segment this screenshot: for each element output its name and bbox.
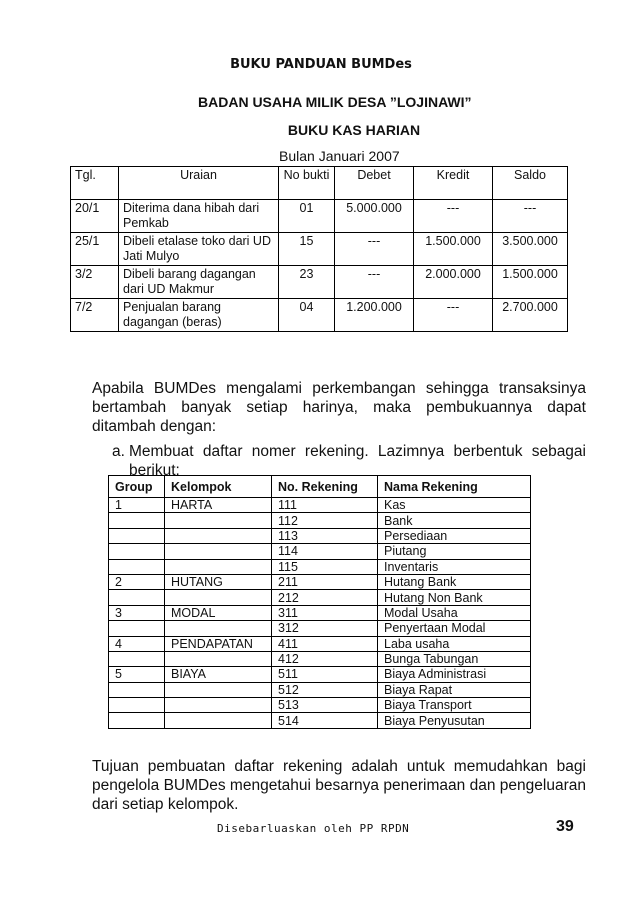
rekening-cell (165, 590, 272, 605)
rekening-cell: 411 (272, 636, 378, 651)
rekening-cell: 4 (109, 636, 165, 651)
kas-cell: 1.500.000 (493, 266, 568, 299)
kas-cell: 01 (279, 200, 335, 233)
table-row (71, 299, 568, 332)
kas-cell: --- (335, 266, 414, 299)
kas-header-cell: Saldo (493, 167, 568, 200)
rekening-cell: Kas (378, 498, 531, 513)
running-header-title: BUKU PANDUAN BUMDes (230, 57, 412, 72)
book-title: BUKU KAS HARIAN (287, 122, 421, 138)
table-row (109, 574, 531, 589)
table-row (109, 621, 531, 636)
kas-cell: 25/1 (71, 233, 119, 266)
rekening-cell (165, 513, 272, 528)
kas-cell: 15 (279, 233, 335, 266)
rekening-cell (165, 713, 272, 728)
kas-header-cell: Debet (335, 167, 414, 200)
rekening-cell: 312 (272, 621, 378, 636)
table-row (109, 544, 531, 559)
rekening-cell: 1 (109, 498, 165, 513)
rekening-cell: 311 (272, 605, 378, 620)
table-row (109, 605, 531, 620)
rekening-cell: BIAYA (165, 667, 272, 682)
table-row (109, 698, 531, 713)
kas-cell: 5.000.000 (335, 200, 414, 233)
rekening-cell: Biaya Administrasi (378, 667, 531, 682)
rekening-header-cell: Kelompok (165, 476, 272, 498)
rekening-cell (165, 544, 272, 559)
rekening-cell: 3 (109, 605, 165, 620)
rekening-cell (109, 528, 165, 543)
rekening-cell: Hutang Bank (378, 574, 531, 589)
rekening-cell (165, 651, 272, 666)
kas-cell: 7/2 (71, 299, 119, 332)
kas-cell: --- (493, 200, 568, 233)
kas-cell: Dibeli barang dagangan dari UD Makmur (119, 266, 279, 299)
kas-cell: Diterima dana hibah dari Pemkab (119, 200, 279, 233)
list-marker: a. (112, 443, 125, 460)
kas-cell: 1.500.000 (414, 233, 493, 266)
table-row (109, 513, 531, 528)
rekening-cell: Piutang (378, 544, 531, 559)
rekening-header-cell: Group (109, 476, 165, 498)
kas-cell: 2.700.000 (493, 299, 568, 332)
rekening-cell: 5 (109, 667, 165, 682)
rekening-header-cell: Nama Rekening (378, 476, 531, 498)
rekening-cell (165, 621, 272, 636)
table-row (109, 559, 531, 574)
kas-cell: 04 (279, 299, 335, 332)
page-number: 39 (556, 818, 574, 835)
rekening-cell: Biaya Rapat (378, 682, 531, 697)
rekening-cell: 513 (272, 698, 378, 713)
rekening-cell: 511 (272, 667, 378, 682)
kas-cell: --- (335, 233, 414, 266)
rekening-cell: Biaya Transport (378, 698, 531, 713)
rekening-cell (109, 544, 165, 559)
rekening-cell: 514 (272, 713, 378, 728)
table-row (109, 498, 531, 513)
rekening-cell: 211 (272, 574, 378, 589)
rekening-cell: Persediaan (378, 528, 531, 543)
table-row (109, 590, 531, 605)
table-row (109, 682, 531, 697)
rekening-cell (165, 559, 272, 574)
table-row (71, 266, 568, 299)
rekening-header-cell: No. Rekening (272, 476, 378, 498)
rekening-cell: Bank (378, 513, 531, 528)
table-row (109, 667, 531, 682)
rekening-cell: Biaya Penyusutan (378, 713, 531, 728)
rekening-cell (165, 698, 272, 713)
rekening-cell: PENDAPATAN (165, 636, 272, 651)
rekening-header-row (109, 476, 531, 498)
rekening-cell: 412 (272, 651, 378, 666)
rekening-cell: MODAL (165, 605, 272, 620)
kas-cell: Penjualan barang dagangan (beras) (119, 299, 279, 332)
rekening-cell: Inventaris (378, 559, 531, 574)
rekening-cell: Penyertaan Modal (378, 621, 531, 636)
rekening-cell (109, 621, 165, 636)
rekening-cell: Bunga Tabungan (378, 651, 531, 666)
month-title: Bulan Januari 2007 (279, 148, 400, 164)
kas-cell: --- (414, 299, 493, 332)
rekening-cell: 113 (272, 528, 378, 543)
rekening-cell (109, 590, 165, 605)
rekening-cell: 212 (272, 590, 378, 605)
kas-header-cell: No bukti (279, 167, 335, 200)
rekening-cell: Hutang Non Bank (378, 590, 531, 605)
rekening-cell: 115 (272, 559, 378, 574)
body-paragraph-2: Tujuan pembuatan daftar rekening adalah untuk memudahkan bagi pengelola BUMDes mengetahui besarnya penerimaan dan pengeluaran dari setiap kelompok. (92, 758, 586, 813)
rekening-cell: Laba usaha (378, 636, 531, 651)
rekening-cell: 112 (272, 513, 378, 528)
rekening-cell: 512 (272, 682, 378, 697)
rekening-cell (165, 528, 272, 543)
list-item-text: Membuat daftar nomer rekening. Lazimnya berbentuk sebagai berikut: (129, 443, 586, 479)
rekening-cell: Modal Usaha (378, 605, 531, 620)
table-row (109, 528, 531, 543)
kas-cell: Dibeli etalase toko dari UD Jati Mulyo (119, 233, 279, 266)
kas-cell: 3.500.000 (493, 233, 568, 266)
rekening-cell (109, 559, 165, 574)
kas-cell: --- (414, 200, 493, 233)
rekening-cell (109, 698, 165, 713)
table-row (109, 713, 531, 728)
body-paragraph-1: Apabila BUMDes mengalami perkembangan sehingga transaksinya bertambah banyak setiap harinya, maka pembukuannya dapat ditambah dengan: (92, 380, 586, 435)
rekening-cell (109, 651, 165, 666)
rekening-cell (109, 682, 165, 697)
table-row (109, 636, 531, 651)
rekening-cell: 114 (272, 544, 378, 559)
rekening-cell (165, 682, 272, 697)
footer-text: Disebarluaskan oleh PP RPDN (217, 822, 410, 835)
kas-cell: 20/1 (71, 200, 119, 233)
kas-header-row (71, 167, 568, 200)
rekening-cell: 111 (272, 498, 378, 513)
kas-cell: 3/2 (71, 266, 119, 299)
table-row (71, 200, 568, 233)
kas-cell: 2.000.000 (414, 266, 493, 299)
rekening-cell: HUTANG (165, 574, 272, 589)
rekening-cell (109, 513, 165, 528)
rekening-cell: HARTA (165, 498, 272, 513)
kas-cell: 23 (279, 266, 335, 299)
table-row (109, 651, 531, 666)
rekening-table (108, 475, 531, 729)
table-row (71, 233, 568, 266)
rekening-cell: 2 (109, 574, 165, 589)
kas-header-cell: Uraian (119, 167, 279, 200)
kas-cell: 1.200.000 (335, 299, 414, 332)
rekening-cell (109, 713, 165, 728)
kas-header-cell: Kredit (414, 167, 493, 200)
kas-harian-table (70, 166, 568, 332)
organization-title: BADAN USAHA MILIK DESA ”LOJINAWI” (198, 94, 472, 110)
kas-header-cell: Tgl. (71, 167, 119, 200)
